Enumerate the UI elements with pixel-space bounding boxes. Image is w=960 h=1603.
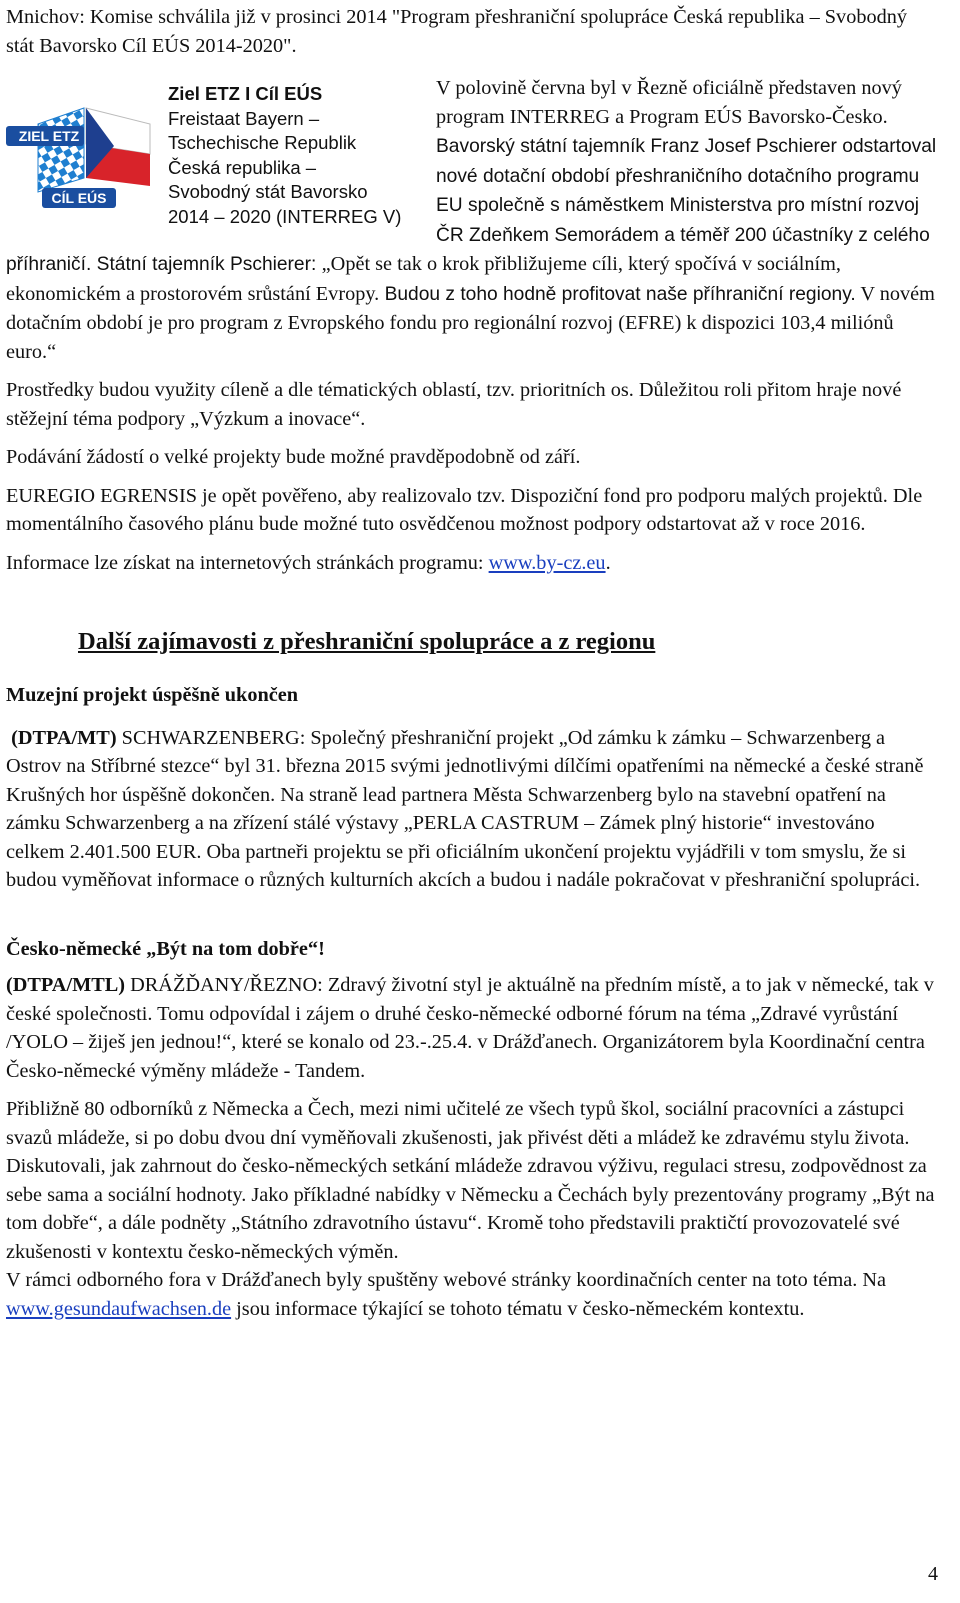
section-title: Další zajímavosti z přeshraniční spolupráce a z regionu <box>78 628 656 655</box>
article-1-text: SCHWARZENBERG: Společný přeshraniční projekt „Od zámku k zámku – Schwarzenberg a Ostrov na Stříbrné stezce“ byl 31. března 2015 svými jednotlivými dílčími opatřeními na německé a české straně Krušných hor úspěšně dokončen. Na straně lead partnera Města Schwarzenberg bylo na stavební opatření na zámku Schwarzenberg a na zřízení stálé výstavy „PERLA CASTRUM – Zámek plný historie“ investováno celkem 2.401.500 EUR. Oba partneři projektu se při oficiálním ukončení projektu vyjádřili v tom smyslu, že si budou vyměňovat informace o různých kulturních akcích a budou i nadále pokračovat v přeshraniční spolupráci. <box>6 726 924 891</box>
applications-paragraph: Podávání žádostí o velké projekty bude možné pravděpodobně od září. <box>6 446 581 468</box>
article-1-tag: (DTPA/MT) <box>11 726 117 749</box>
logo-line: Ziel ETZ I Cíl EÚS <box>168 83 323 104</box>
article-2-text-3: V rámci odborného fora v Drážďanech byly spuštěny webové stránky koordinačních center na toto téma. Na <box>6 1269 887 1291</box>
logo-line: Tschechische Republik <box>168 132 357 154</box>
document-page <box>6 3 938 1323</box>
info-text: Informace lze získat na internetových stránkách programu: <box>6 551 489 574</box>
intro-paragraph: Mnichov: Komise schválila již v prosinci 2014 "Program přeshraniční spolupráce Česká republika – Svobodný stát Bavorsko Cíl EÚS 2014-2020". <box>6 6 908 57</box>
article-2-text-1: DRÁŽĎANY/ŘEZNO: Zdravý životní styl je aktuálně na předním místě, a to jak v německé, tak v české společnosti. Tomu odpovídal i zájem o druhé česko-německé odborné fórum na téma „Zdravé vyrůstání /YOLO – žiješ jen jednou!“, které se konalo od 23.-.25.4. v Drážďanech. Organizátorem byla Koordinační centra Česko-německé výměny mládeže - Tandem. <box>6 974 934 1082</box>
program-intro-serif: V polovině června byl v Řezně oficiálně představen nový program INTERREG a Program EÚS Bavorsko-Česko. <box>436 77 902 128</box>
info-end: . <box>605 551 611 574</box>
info-paragraph <box>6 549 938 578</box>
article-1-body <box>6 724 938 895</box>
program-intro-quote: „Opět se tak o krok přibližujeme cíli, který spočívá v sociálním, ekonomickém a prostorovém srůstání Evropy. <box>6 253 841 305</box>
article-2-text-3-end: jsou informace týkající se tohoto tématu v česko-německém kontextu. <box>231 1297 805 1320</box>
page-number: 4 <box>928 1563 938 1585</box>
gesundaufwachsen-link[interactable]: www.gesundaufwachsen.de <box>6 1297 232 1320</box>
logo-line: 2014 – 2020 (INTERREG V) <box>168 205 402 227</box>
program-logo <box>2 74 426 226</box>
funding-paragraph: Prostředky budou využity cíleně a dle tématických oblastí, tzv. prioritních os. Důležitou roli přitom hraje nové stěžejní téma podpory „Výzkum a inovace“. <box>6 379 902 430</box>
article-2-body-3 <box>6 1266 938 1323</box>
program-intro-serif-2: V novém dotačním období je pro program z Evropského fondu pro regionální rozvoj (EFRE) k dispozici 103,4 miliónů euro.“ <box>6 282 935 363</box>
article-2-tag: (DTPA/MTL) <box>6 974 126 996</box>
article-2-heading: Česko-německé „Být na tom dobře“! <box>6 937 325 960</box>
program-website-link[interactable]: www.by-cz.eu <box>488 551 606 574</box>
euregio-paragraph: EUREGIO EGRENSIS je opět pověřeno, aby realizovalo tzv. Dispoziční fond pro podporu malých projektů. Dle momentálního časového plánu bude možné tuto osvědčenou možnost podpory odstartovat až v roce 2016. <box>6 484 923 535</box>
article-2-body-2: Přibližně 80 odborníků z Německa a Čech, mezi nimi učitelé ze všech typů škol, sociální pracovníci a zástupci svazů mládeže, si po dobu dvou dní vyměňovali zkušenosti, jak přivést děti a mládež ke zdravému stylu života. Diskutovali, jak zahrnout do česko-německých setkání mládeže zdravou výživu, regulaci stresu, zodpovědnost za sebe sama a sociální hodnoty. Jako příkladné nabídky v Německu a Čechách byly prezentovány programy „Být na tom dobře“, a dále podněty „Státního zdravotního ústavu“. Kromě toho představili praktičtí provozovatelé své zkušenosti v kontextu česko-německých výměn. <box>6 1098 935 1263</box>
program-intro-sans-2: Budou z toho hodně profitovat naše příhraniční regiony. <box>379 283 856 305</box>
article-1-heading: Muzejní projekt úspěšně ukončen <box>6 684 299 706</box>
logo-line: Česká republika – <box>168 156 317 178</box>
logo-line: Svobodný stát Bavorsko <box>168 181 368 203</box>
badge-bottom-label: CÍL EÚS <box>51 190 107 206</box>
article-2-body-1 <box>6 971 938 1085</box>
badge-top-label: ZIEL ETZ <box>18 128 80 144</box>
logo-line: Freistaat Bayern – <box>168 107 320 129</box>
program-intro-sans: Bavorský státní tajemník Franz Josef Pschierer odstartoval nové dotační období přeshraničního dotačního programu EU společně s náměstkem Ministerstva pro místní rozvoj ČR Zdeňkem Semorádem a téměř 200 účastníky z celého příhraničí. Státní tajemník Pschierer: <box>6 136 937 275</box>
logo-text-block <box>168 82 401 230</box>
